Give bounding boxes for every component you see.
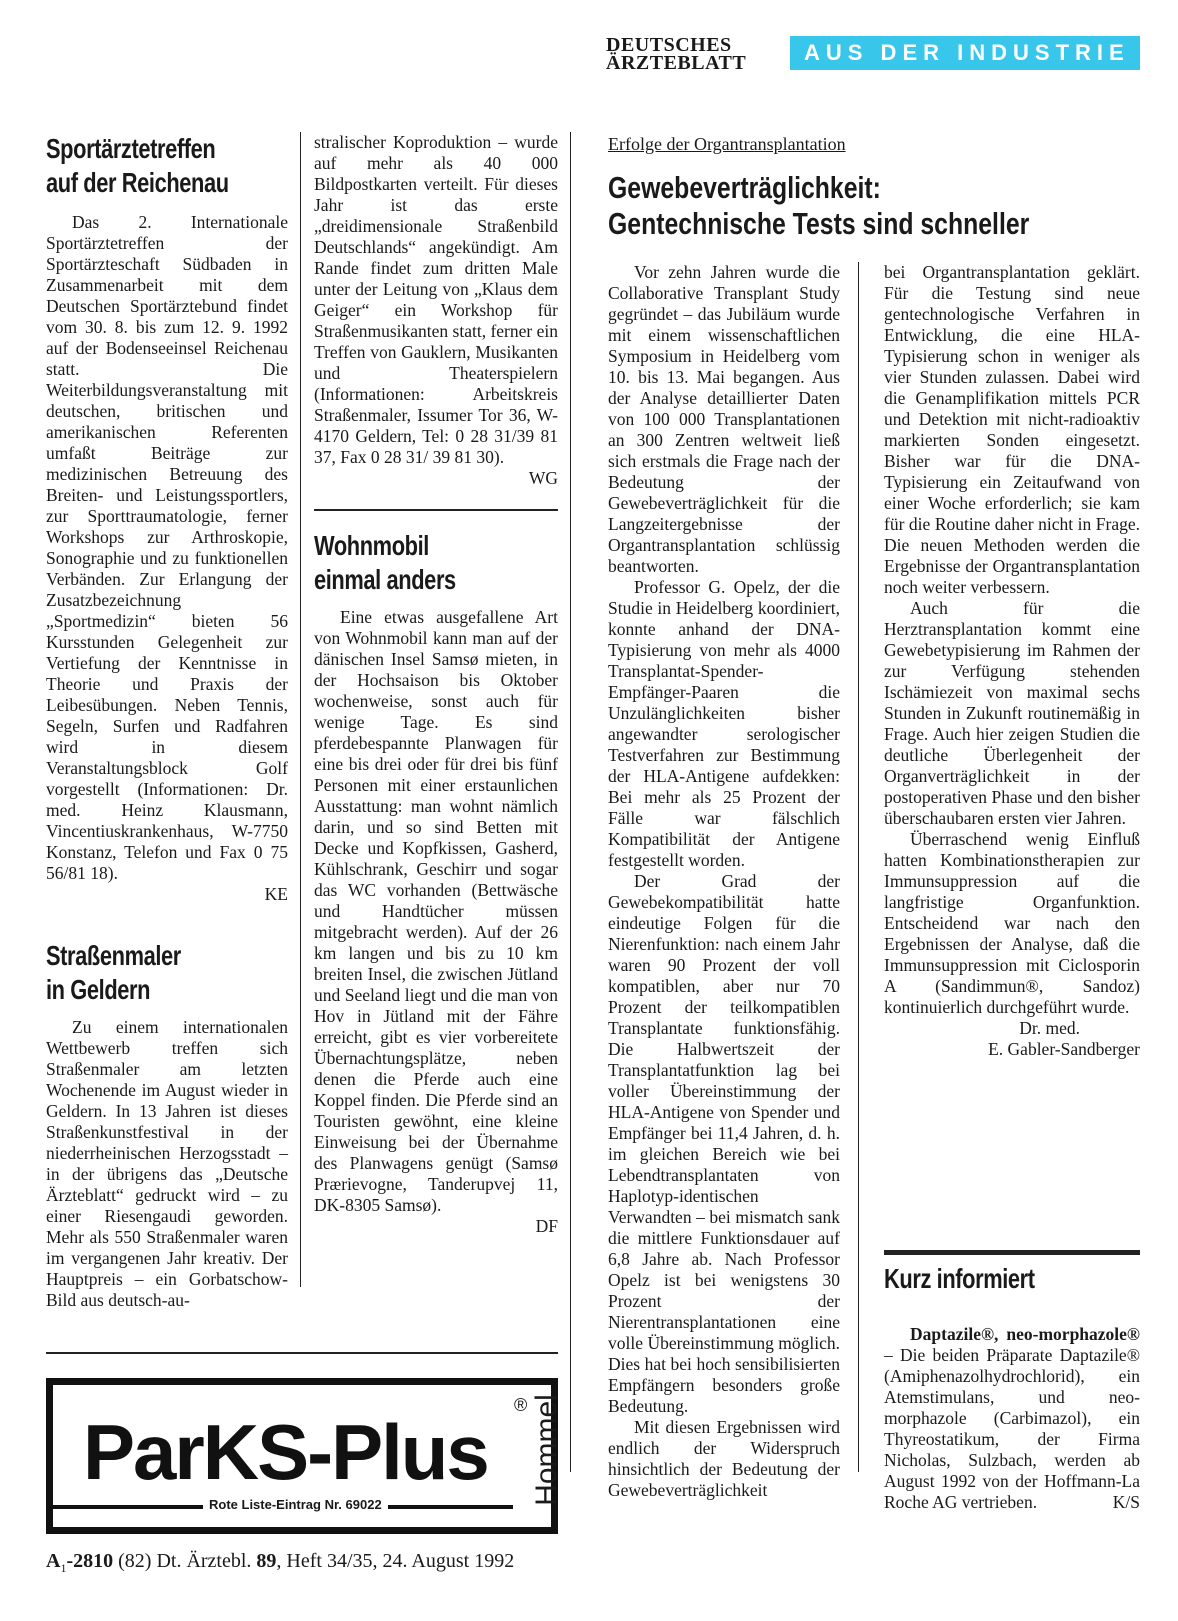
signature-ks: K/S (1112, 1492, 1140, 1512)
kurz-box (884, 1262, 1140, 1513)
footer-page-number: -2810 (66, 1550, 114, 1572)
ad-maker (531, 1391, 569, 1511)
ad-maker-label: Hommel (529, 1394, 563, 1506)
headline-sportaerztetreffen-2: auf der Reichenau (46, 167, 229, 198)
ad-registered-mark: ® (514, 1395, 528, 1415)
main-paragraph-6: Auch für die Herztransplantation kommt eine Gewebetypisierung im Rahmen der zur Verfügung stehenden Ischämiezeit von maximal sechs Stunden in Zukunft routinemäßig in Frage. Auch hier zeigen Studien die deutliche Überlegenheit der Organverträglichkeit in der postoperativen Phase und den bisher überschaubaren ersten vier Jahren. (884, 598, 1140, 828)
article-kicker: Erfolge der Organtransplantation (608, 134, 846, 154)
column-1 (46, 132, 288, 1311)
headline-sportaerztetreffen-1: Sportärztetreffen (46, 133, 216, 164)
footer-citation-1: (82) Dt. Ärztebl. (113, 1550, 257, 1572)
main-paragraph-5: bei Organtransplantation geklärt. Für die Testung sind neue gentechnologische Verfahren in Entwicklung, die eine HLA-Typisierung schon in weniger als vier Stunden zulassen. Dabei wird die Genamplifikation mittels PCR und Detektion mit nicht-radioaktiv markierten Sonden eingesetzt. Bisher war für die DNA-Typisierung ein Zeitaufwand von einer Woche erforderlich; sie kam für die Routine daher nicht in Frage. Die neuen Methoden werden die Ergebnisse der Organtransplantation noch weiter verbessern. (884, 262, 1140, 597)
advertisement-parks-plus (46, 1378, 563, 1534)
ad-brand: ParKS-Plus (83, 1408, 488, 1496)
page-footer (46, 1550, 514, 1576)
headline-wohnmobil-2: einmal anders (314, 564, 456, 595)
column-divider-1 (300, 132, 301, 1287)
kurz-lead: Daptazile®, neo-morphazole® (910, 1324, 1140, 1344)
footer-volume: 89 (256, 1550, 277, 1572)
footer-page-sub: 1 (60, 1561, 67, 1575)
article-strassenmaler: Zu einem internationalen Wettbewerb treffen sich Straßenmaler am letzten Wochenende im August wieder in Geldern. In 13 Jahren ist dieses Straßenkunstfestival in der niederrheinischen Herzogsstadt – in der übrigens das „Deutsche Ärzteblatt“ gedruckt wird – zu einer Riesengaudi geworden. Mehr als 550 Straßenmaler waren im vergangenen Jahr kreativ. Der Hauptpreis – ein Gorbatschow-Bild aus deutsch-au- (46, 1017, 288, 1310)
main-headline (608, 170, 1029, 242)
masthead-line1: DEUTSCHES (606, 34, 732, 56)
main-paragraph-7: Überraschend wenig Einfluß hatten Kombinationstherapien zur Immunsuppression auf die langfristige Organfunktion. Entscheidend war nach den Ergebnissen der Analyse, daß die Immunsuppression mit Ciclosporin A (Sandimmun®, Sandoz) kontinuierlich durchgeführt wurde. (884, 829, 1140, 1017)
main-paragraph-2: Professor G. Opelz, der die Studie in Heidelberg koordiniert, konnte anhand der DNA-Typisierung von mehr als 4000 Transplantat-Spender-Empfänger-Paaren die Unzulänglichkeiten bisher angewandter serologischer Testverfahren zur Bestimmung der HLA-Antigene aufdekken: Bei mehr als 25 Prozent der Fälle war fälschlich Kompatibilität der Antigene festgestellt worden. (608, 577, 840, 870)
article-sportaerztetreffen: Das 2. Internationale Sportärztetreffen der Sportärzteschaft Südbaden in Zusammenarbeit mit dem Deutschen Sportärztebund findet vom 30. 8. bis zum 12. 9. 1992 auf der Bodenseeinsel Reichenau statt. Die Weiterbildungsveranstaltung mit deutschen, britischen und amerikanischen Referenten umfaßt Beiträge zur medizinischen Betreuung des Breiten- und Leistungssportlers, zur Sporttraumatologie, ferner Workshops zur Arthroskopie, Sonographie und zu funktionellen Verbänden. Zur Erlangung der Zusatzbezeichnung „Sportmedizin“ bieten 56 Kursstunden Gelegenheit zur Vertiefung der Kenntnisse in Theorie und Praxis der Leibesübungen. Neben Tennis, Segeln, Surfen und Radfahren wird in diesem Veranstaltungsblock Golf vorgestellt (Informationen: Dr. med. Heinz Klausmann, Vincentiuskrankenhaus, W-7750 Konstanz, Telefon und Fax 0 75 56/81 18). (46, 212, 288, 883)
article-wohnmobil: Eine etwas ausgefallene Art von Wohnmobil kann man auf der dänischen Insel Samsø mieten, in der Hochsaison bis Oktober wochenweise, sonst auch für wenige Tage. Es sind pferdebespannte Planwagen für eine bis drei oder für drei bis fünf Personen mit einer erstaunlichen Ausstattung: man wohnt nämlich darin, und so sind Betten mit Decke und Kopfkissen, Gasherd, Kühlschrank, Geschirr und sogar das WC vorhanden (Bettwäsche und Handtücher müssen mitgebracht werden). Auf der 26 km langen und bis zu 10 km breiten Insel, die zwischen Jütland und Seeland liegt und die man von Hov in Jütland mit der Fähre erreicht, gibt es vier vorbereitete Übernachtungsplätze, neben denen die Pferde auch eine Koppel finden. Die Pferde sind an Touristen gewöhnt, eine kleine Einweisung bei der Übernahme des Planwagens genügt (Samsø Prærievogne, Tanderupvej 11, DK-8305 Samsø). (314, 607, 558, 1215)
ad-top-rule (46, 1352, 558, 1354)
masthead-logo (606, 36, 774, 72)
footer-page-letter: A (46, 1550, 61, 1572)
headline-strassenmaler-1: Straßenmaler (46, 940, 181, 971)
signature-ke: KE (264, 884, 288, 904)
main-headline-line1: Gewebeverträglichkeit: (608, 170, 881, 205)
author-name: E. Gabler-Sandberger (988, 1039, 1140, 1059)
ad-rote-liste: Rote Liste-Eintrag Nr. 69022 (203, 1497, 388, 1512)
masthead-line2: ÄRZTEBLATT (606, 52, 747, 74)
column-divider-3 (858, 262, 859, 1472)
footer-citation-2: , Heft 34/35, 24. August 1992 (276, 1550, 515, 1572)
kurz-divider (884, 1250, 1140, 1255)
main-paragraph-3: Der Grad der Gewebekompatibilität hatte eindeutige Folgen für die Nierenfunktion: nach einem Jahr waren 90 Prozent der voll kompatiblen, aber nur 70 Prozent der teilkompatiblen Transplantate funktionsfähig. Die Halbwertszeit der Transplantatfunktion lag bei voller Übereinstimmung der HLA-Antigene von Spender und Empfänger bei 11,4 Jahren, d. h. im gleichen Bereich wie bei Lebendtransplantaten von Haplotyp-identischen Verwandten – bei mismatch sank die mittlere Funktionsdauer auf 6,8 Jahre ab. Nach Professor Opelz ist bei wenigstens 30 Prozent der Nierentransplantationen eine volle Übereinstimmung möglich. Dies hat bei hoch sensibilisierten Empfängern besonders große Bedeutung. (608, 871, 840, 1416)
column-divider-2 (570, 132, 571, 1472)
main-paragraph-4: Mit diesen Ergebnissen wird endlich der Widerspruch hinsichtlich der Bedeutung der Gewebeverträglichkeit (608, 1417, 840, 1500)
headline-strassenmaler-2: in Geldern (46, 974, 151, 1005)
signature-df: DF (535, 1216, 558, 1236)
column-3 (608, 262, 840, 1501)
main-headline-line2: Gentechnische Tests sind schneller (608, 206, 1030, 241)
section-tag: AUS DER INDUSTRIE (790, 36, 1140, 70)
kurz-body: – Die beiden Präparate Daptazile® (Amiphenazolhydrochlorid), ein Atemstimulans, und neo-morphazole (Carbimazol), ein Thyreostatikum, der Firma Nicholas, Sulzbach, werden ab August 1992 von der Hoffmann-La Roche AG vertrieben. (884, 1345, 1140, 1512)
column-2 (314, 132, 558, 1237)
signature-wg: WG (528, 468, 558, 488)
kurz-text (884, 1324, 1140, 1513)
article-strassenmaler-continued: stralischer Koproduktion – wurde auf mehr als 40 000 Bildpostkarten verteilt. Für dieses Jahr ist das erste „dreidimensionale Straßenbild Deutschlands“ angekündigt. Am Rande findet zum dritten Male unter der Leitung von „Klaus dem Geiger“ ein Workshop für Straßenmusikanten statt, ferner ein Treffen von Gauklern, Musikanten und Theaterspielern (Informationen: Arbeitskreis Straßenmaler, Issumer Tor 36, W-4170 Geldern, Tel: 0 28 31/39 81 37, Fax 0 28 31/ 39 81 30). (314, 132, 558, 467)
main-paragraph-1: Vor zehn Jahren wurde die Collaborative Transplant Study gegründet – das Jubiläum wurde mit einem wissenschaftlichen Symposium in Heidelberg vom 10. bis 13. Mai begangen. Aus der Analyse detaillierter Daten von 100 000 Transplantationen an 300 Zentren weltweit ließ sich erstmals die Frage nach der Bedeutung der Gewebeverträglichkeit für die Langzeitergebnisse der Organtransplantation schlüssig beantworten. (608, 262, 840, 576)
column-4 (884, 262, 1140, 1060)
headline-kurz-informiert: Kurz informiert (884, 1263, 1035, 1294)
author-title: Dr. med. (1019, 1018, 1080, 1038)
divider-line (314, 509, 558, 511)
headline-wohnmobil-1: Wohnmobil (314, 530, 429, 561)
